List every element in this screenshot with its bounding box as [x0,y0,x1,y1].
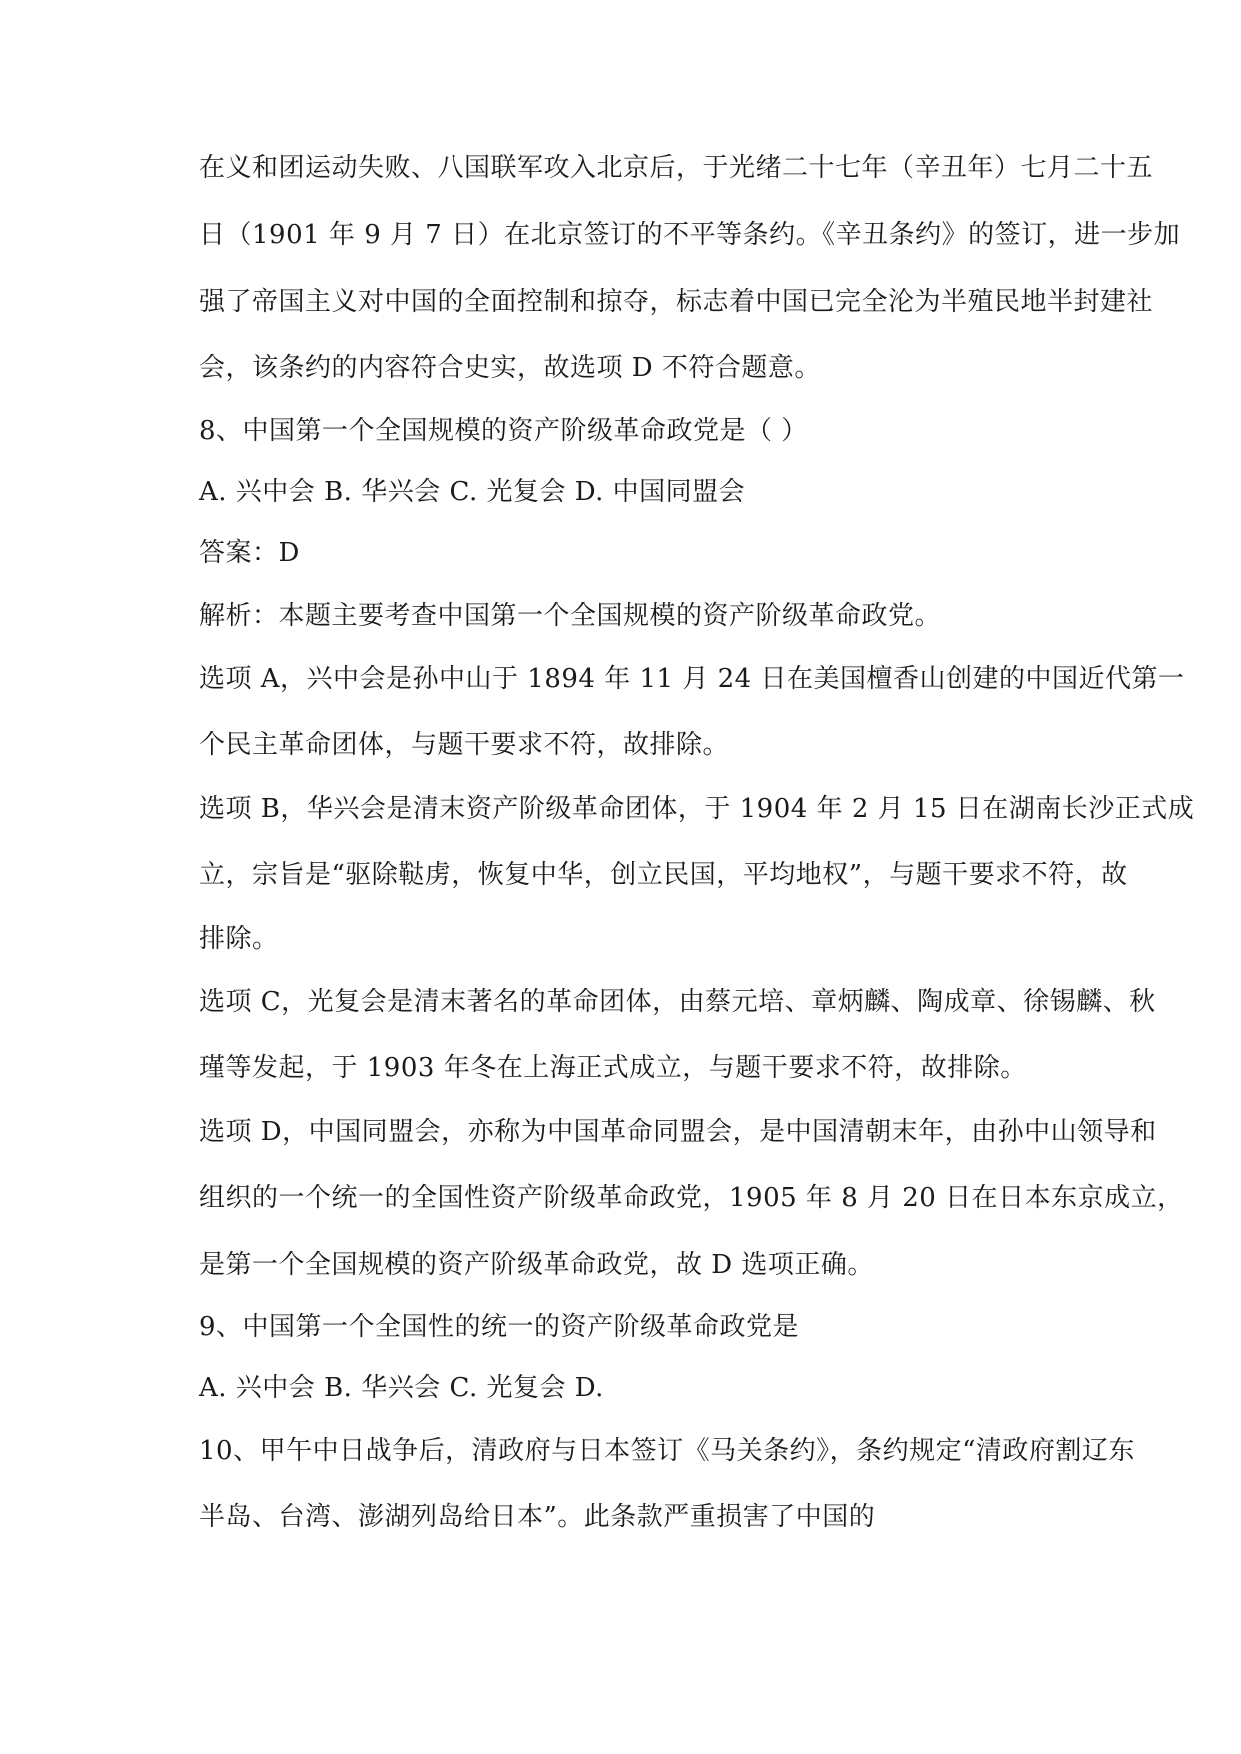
text-line: 组织的一个统一的全国性资产阶级革命政党，1905 年 8 月 20 日在日本东京成立， [199,1183,1184,1213]
text-line: 选项 B，华兴会是清末资产阶级革命团体，于 1904 年 2 月 15 日在湖南长沙正式成 [199,794,1195,824]
text-line: 选项 A，兴中会是孙中山于 1894 年 11 月 24 日在美国檀香山创建的中国近代第一 [199,664,1185,694]
text-line: 选项 D，中国同盟会，亦称为中国革命同盟会，是中国清朝末年，由孙中山领导和 [199,1117,1157,1147]
question-10-stem: 10、甲午中日战争后，清政府与日本签订《马关条约》，条约规定“清政府割辽东 [199,1436,1135,1466]
text-line: 排除。 [199,924,279,954]
question-8-options: A. 兴中会 B. 华兴会 C. 光复会 D. 中国同盟会 [199,477,746,507]
text-line: 是第一个全国规模的资产阶级革命政党，故 D 选项正确。 [199,1250,874,1280]
text-line: 会，该条约的内容符合史实，故选项 D 不符合题意。 [199,353,821,383]
text-line: 立，宗旨是“驱除鞑虏，恢复中华，创立民国，平均地权”，与题干要求不符，故 [199,860,1128,890]
question-8-analysis: 解析：本题主要考查中国第一个全国规模的资产阶级革命政党。 [199,601,942,631]
question-8-answer: 答案：D [199,538,300,568]
question-8-stem: 8、中国第一个全国规模的资产阶级革命政党是（ ） [199,416,808,446]
text-line: 半岛、台湾、澎湖列岛给日本”。此条款严重损害了中国的 [199,1502,876,1532]
text-line: 日（1901 年 9 月 7 日）在北京签订的不平等条约。《辛丑条约》的签订，进一步加 [199,220,1181,250]
text-line: 选项 C，光复会是清末著名的革命团体，由蔡元培、章炳麟、陶成章、徐锡麟、秋 [199,987,1156,1017]
text-line: 在义和团运动失败、八国联军攻入北京后，于光绪二十七年（辛丑年）七月二十五 [199,153,1154,183]
text-line: 瑾等发起，于 1903 年冬在上海正式成立，与题干要求不符，故排除。 [199,1053,1027,1083]
question-9-stem: 9、中国第一个全国性的统一的资产阶级革命政党是 [199,1312,800,1342]
text-line: 强了帝国主义对中国的全面控制和掠夺，标志着中国已完全沦为半殖民地半封建社 [199,287,1154,317]
text-line: 个民主革命团体，与题干要求不符，故排除。 [199,730,730,760]
question-9-options: A. 兴中会 B. 华兴会 C. 光复会 D. [199,1373,604,1403]
